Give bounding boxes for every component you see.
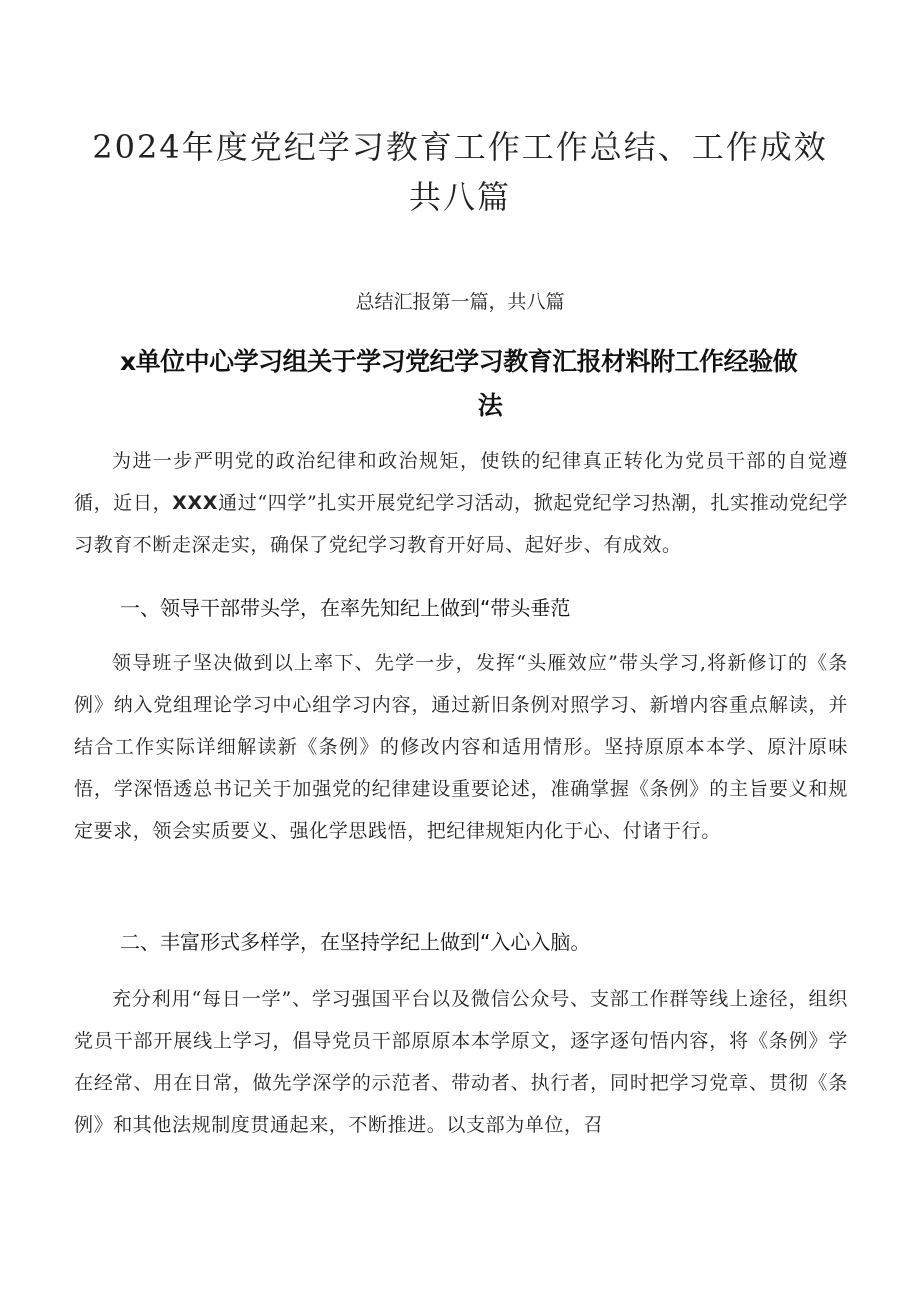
article-title (120, 340, 860, 428)
section1-heading: 一、领导干部带头学，在率先知纪上做到“带头垂范 (120, 596, 571, 620)
document-title: 2024年度党纪学习教育工作工作总结、工作成效共八篇 (92, 128, 828, 216)
article-title-line2: 法 (477, 391, 503, 420)
document-subtitle: 总结汇报第一篇，共八篇 (355, 291, 565, 313)
intro-paragraph (74, 440, 848, 566)
intro-text-bold: XXX (172, 492, 219, 514)
intro-text-after: 通过“四学”扎实开展党纪学习活动，掀起党纪学习热潮，扎实推动党纪学习教育不断走深走实，确保了党纪学习教育开好局、起好步、有成效。 (74, 492, 848, 556)
section1-paragraph: 领导班子坚决做到以上率下、先学一步，发挥“头雁效应”带头学习,将新修订的《条例》纳入党组理论学习中心组学习内容，通过新旧条例对照学习、新增内容重点解读，并结合工作实际详细解读新《条例》的修改内容和适用情形。坚持原原本本学、原汁原味悟，学深悟透总书记关于加强党的纪律建设重要论述，准确掌握《条例》的主旨要义和规定要求，领会实质要义、强化学思践悟，把纪律规矩内化于心、付诸于行。 (74, 652, 848, 842)
section2-paragraph: 充分利用“每日一学”、学习强国平台以及微信公众号、支部工作群等线上途径，组织党员干部开展线上学习，倡导党员干部原原本本学原文，逐字逐句悟内容，将《条例》学在经常、用在日常，做先学深学的示范者、带动者、执行者，同时把学习党章、贯彻《条例》和其他法规制度贯通起来，不断推进。以支部为单位，召 (74, 988, 848, 1136)
intro-text-before: 为进一步严明党的政治纪律和政治规矩，使铁的纪律真正转化为党员干部的自觉遵循，近日， (74, 450, 848, 514)
article-title-line1: x单位中心学习组关于学习党纪学习教育汇报材料附工作经验做 (120, 347, 798, 376)
section2-heading: 二、丰富形式多样学，在坚持学纪上做到“入心入脑。 (120, 930, 591, 954)
